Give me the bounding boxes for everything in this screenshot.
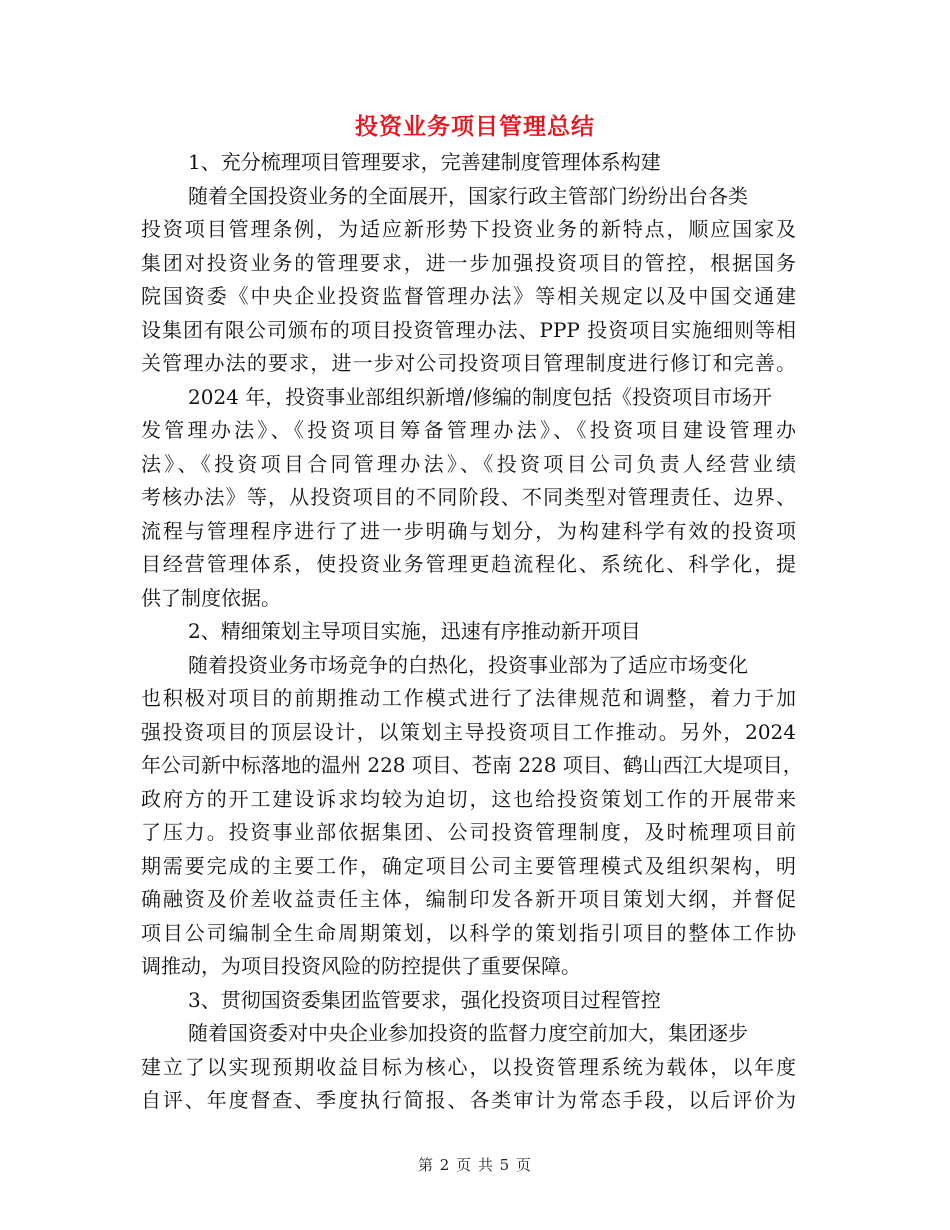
- paragraph-line: 确融资及价差收益责任主体，编制印发各新开项目策划大纲，并督促: [141, 887, 796, 911]
- paragraph-line: 关管理办法的要求，进一步对公司投资项目管理制度进行修订和完善。: [141, 351, 796, 375]
- paragraph-line: 2、精细策划主导项目实施，迅速有序推动新开项目: [188, 619, 641, 643]
- paragraph-line: 考核办法》等，从投资项目的不同阶段、不同类型对管理责任、边界、: [141, 485, 796, 509]
- paragraph-line: 投资项目管理条例，为适应新形势下投资业务的新特点，顺应国家及: [141, 217, 796, 241]
- paragraph-line: 也积极对项目的前期推动工作模式进行了法律规范和调整，着力于加: [141, 686, 796, 710]
- paragraph-line: 政府方的开工建设诉求均较为迫切，这也给投资策划工作的开展带来: [141, 786, 796, 811]
- paragraph-line: 目经营管理体系，使投资业务管理更趋流程化、系统化、科学化，提: [141, 552, 796, 576]
- paragraph-line: 随着投资业务市场竞争的白热化，投资事业部为了适应市场变化: [188, 652, 748, 677]
- paragraph-line: 年公司新中标落地的温州 228 项目、苍南 228 项目、鹤山西江大堤项目，: [141, 753, 803, 777]
- paragraph-line: 流程与管理程序进行了进一步明确与划分，为构建科学有效的投资项: [141, 518, 796, 543]
- paragraph-line: 院国资委《中央企业投资监督管理办法》等相关规定以及中国交通建: [141, 284, 796, 308]
- paragraph-line: 强投资项目的顶层设计，以策划主导投资项目工作推动。另外，2024: [141, 719, 796, 744]
- paragraph-line: 调推动，为项目投资风险的防控提供了重要保障。: [141, 954, 581, 978]
- paragraph-line: 自评、年度督查、季度执行简报、各类审计为常态手段，以后评价为: [141, 1088, 796, 1112]
- paragraph-line: 建立了以实现预期收益目标为核心，以投资管理系统为载体，以年度: [141, 1054, 796, 1079]
- paragraph-line: 随着国资委对中央企业参加投资的监督力度空前加大，集团逐步: [188, 1021, 748, 1045]
- paragraph-line: 3、贯彻国资委集团监管要求，强化投资项目过程管控: [188, 987, 661, 1012]
- paragraph-line: 法》、《投资项目合同管理办法》、《投资项目公司负责人经营业绩: [141, 451, 796, 476]
- page-footer: 第 2 页 共 5 页: [418, 1156, 532, 1174]
- paragraph-line: 1、充分梳理项目管理要求，完善建制度管理体系构建: [188, 150, 661, 174]
- paragraph-line: 了压力。投资事业部依据集团、公司投资管理制度，及时梳理项目前: [141, 820, 796, 844]
- paragraph-line: 期需要完成的主要工作，确定项目公司主要管理模式及组织架构，明: [141, 853, 796, 878]
- document-title: 投资业务项目管理总结: [355, 113, 595, 140]
- paragraph-line: 2024 年，投资事业部组织新增/修编的制度包括《投资项目市场开: [188, 384, 772, 409]
- paragraph-line: 供了制度依据。: [141, 585, 281, 610]
- paragraph-line: 随着全国投资业务的全面展开，国家行政主管部门纷纷出台各类: [188, 183, 748, 208]
- paragraph-line: 发管理办法》、《投资项目筹备管理办法》、《投资项目建设管理办: [141, 418, 796, 442]
- paragraph-line: 设集团有限公司颁布的项目投资管理办法、PPP 投资项目实施细则等相: [141, 317, 796, 342]
- paragraph-line: 项目公司编制全生命周期策划，以科学的策划指引项目的整体工作协: [141, 920, 796, 945]
- paragraph-line: 集团对投资业务的管理要求，进一步加强投资项目的管控，根据国务: [141, 250, 796, 275]
